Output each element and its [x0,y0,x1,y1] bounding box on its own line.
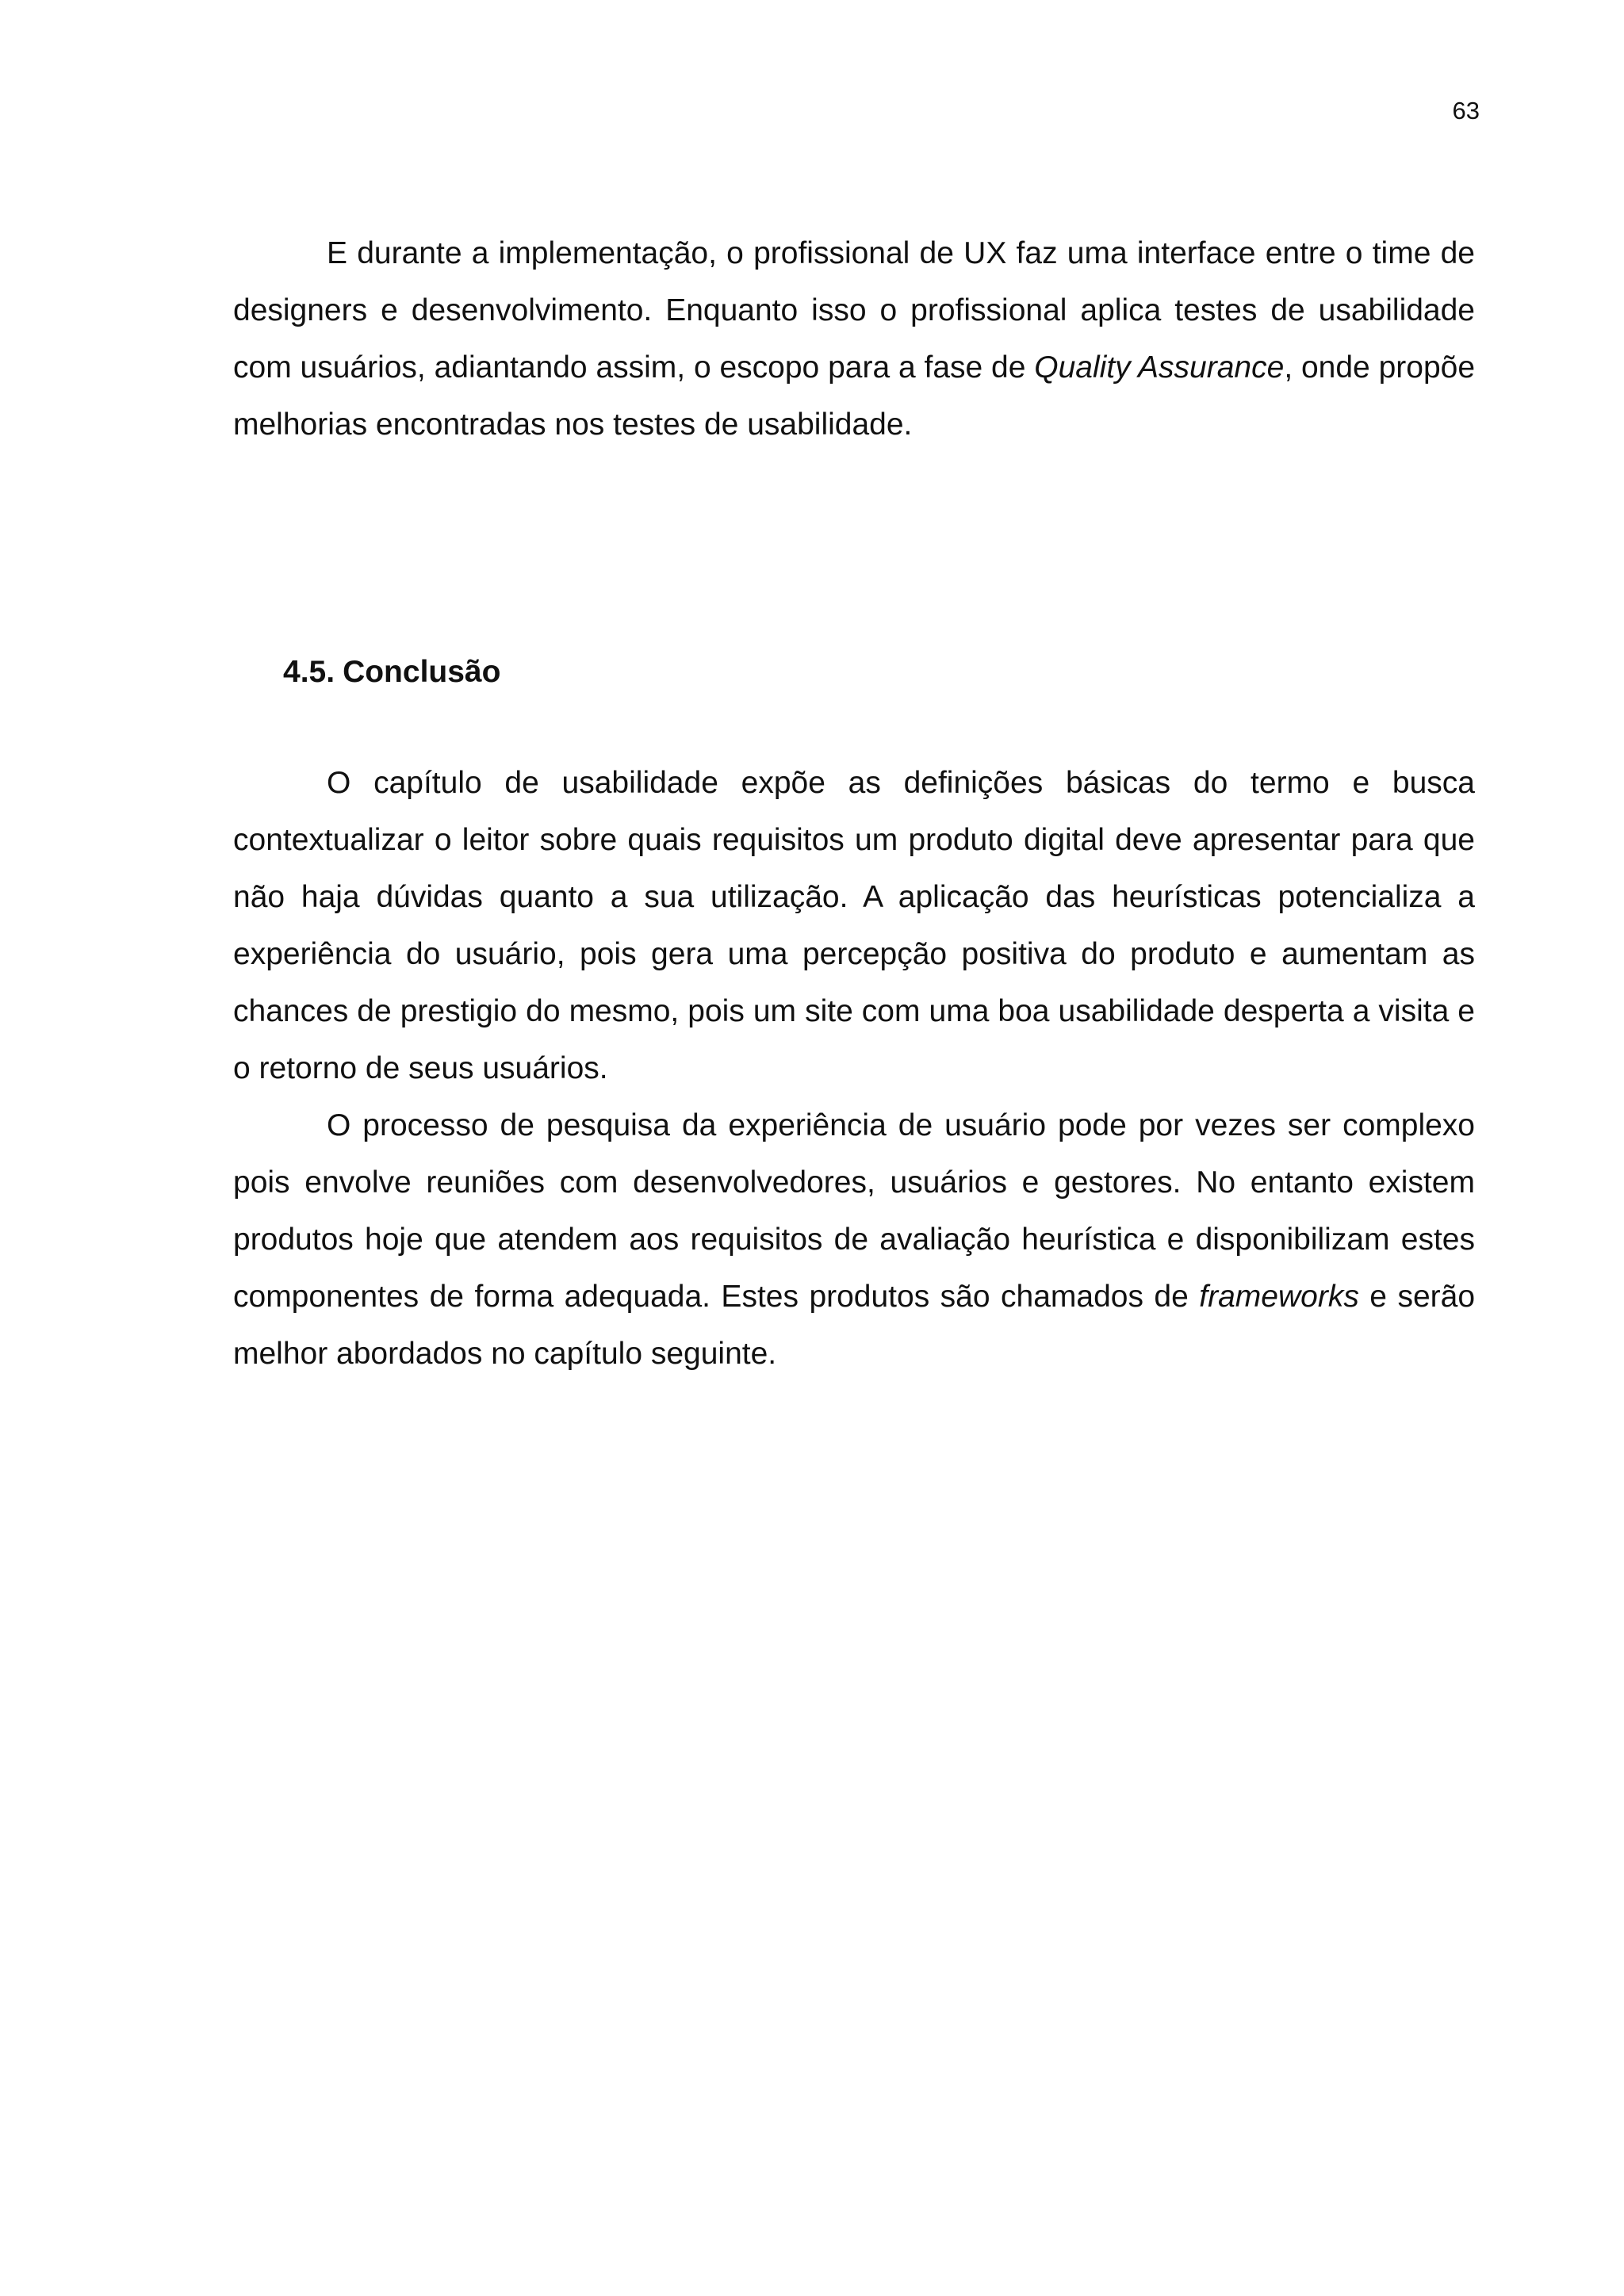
paragraph-usability-chapter: O capítulo de usabilidade expõe as definições básicas do termo e busca contextualizar o leitor sobre quais requisitos um produto digital deve apresentar para que não haja dúvidas quanto a sua utilização. A aplicação das heurísticas potencializa a experiência do usuário, pois gera uma percepção positiva do produto e aumentam as chances de prestigio do mesmo, pois um site com uma boa usabilidade desperta a visita e o retorno de seus usuários. [233,766,1475,1085]
paragraph-text: O processo de pesquisa da experiência de usuário pode por vezes ser complexo pois envolve reuniões com desenvolvedores, usuários e gestores. No entanto existem produtos hoje que atendem aos requisitos de avaliação heurística e disponibilizam estes componentes de forma adequada. Estes produtos são chamados de [233,1108,1475,1314]
paragraph-text: E durante a implementação, o profissional de UX faz uma interface entre o time de designers e desenvolvimento. Enquanto isso o profissional aplica testes de usabilidade com usuários, adiantando assim, o escopo para a fase de [233,236,1475,385]
italic-term-quality-assurance: Quality Assurance [1034,350,1285,385]
italic-term-frameworks: frameworks [1199,1280,1359,1314]
page-number: 63 [1452,97,1480,124]
paragraph-text: , onde propõe melhorias encontradas nos testes de usabilidade. [233,350,1476,442]
paragraph-text: e serão melhor abordados no capítulo seguinte. [233,1280,1476,1371]
conclusion-text-block [233,755,1475,1383]
section-number: 4.5. [283,655,335,689]
intro-text-block [233,225,1475,453]
paragraph-ux-implementation [233,225,1475,453]
section-title: Conclusão [343,655,501,689]
paragraph-ux-research-process [233,1097,1475,1383]
section-heading [283,644,500,701]
